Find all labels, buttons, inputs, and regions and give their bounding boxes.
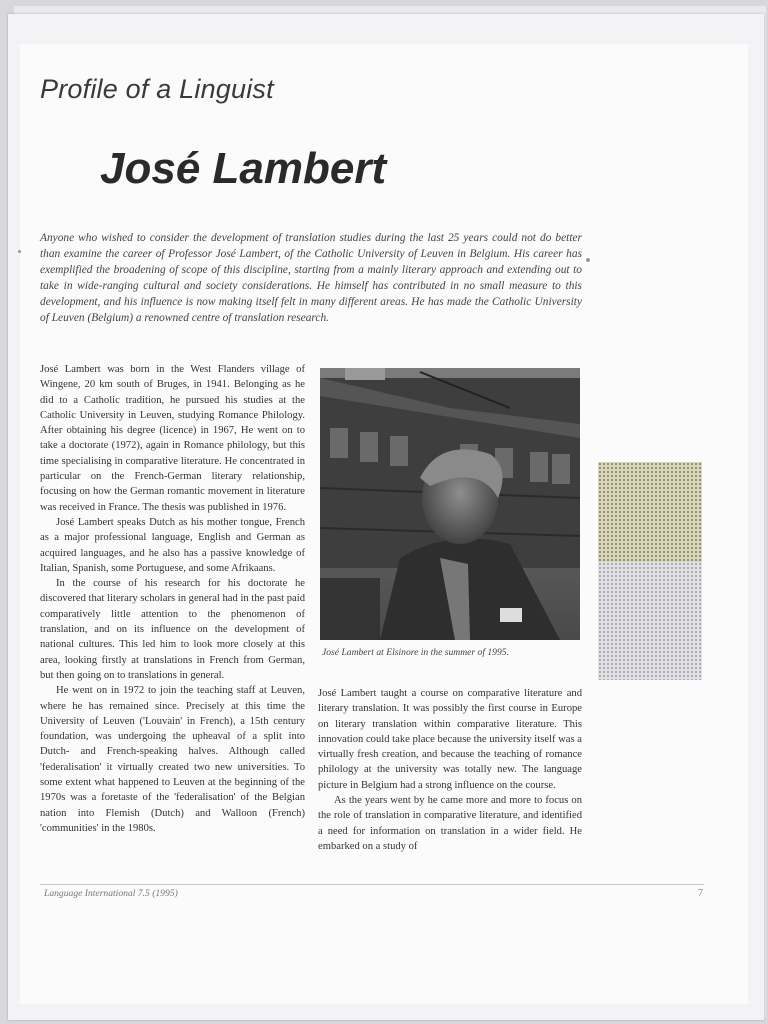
scan-speck — [18, 250, 21, 253]
photo-caption: José Lambert at Elsinore in the summer of 1995. — [322, 647, 509, 658]
journal-citation: Language International 7.5 (1995) — [44, 888, 178, 899]
article-intro: Anyone who wished to consider the development of translation studies during the last 25 years could not do better than examine the career of Professor José Lambert, of the Catholic University of Leuven in Belgium. His career has exemplified the broadening of scope of this discipline, starting from a mainly literary approach and extending out to take in wide-ranging cultural and society considerations. He himself has contributed in no small measure to this development, and his influence is now making itself felt in many different areas. He has made the Catholic University of Leuven (Belgium) a renowned centre of translation research. — [40, 232, 582, 324]
bleed-through-texture — [598, 462, 702, 680]
body-paragraph: In the course of his research for his doctorate he discovered that literary scholars in general had in the past paid comparatively little attention to the phenomenon of translation, and on its influence on the development of national cultures. This led him to look more closely at this area, looking firstly at translations in French from German, but then going on to translations in general. — [40, 578, 305, 681]
section-kicker: Profile of a Linguist — [40, 74, 274, 104]
article-title: José Lambert — [100, 144, 387, 193]
photo-image — [320, 368, 580, 640]
right-column — [318, 686, 582, 868]
left-column — [40, 362, 305, 867]
body-paragraph: José Lambert was born in the West Flanders village of Wingene, 20 km south of Bruges, in 1941. Belonging as he did to a Catholic tradition, he pursued his studies at the Catholic University in Leuven, studying Romance Philology. After obtaining his degree (licence) in 1967, He went on to take a doctorate (1972), again in Romance philology, but this time specialising in comparative literature. He concentrated in particular on the French-German literary relationship, focusing on how the German romantic movement in literature was received in France. The thesis was published in 1976. — [40, 364, 305, 513]
scan-speck — [586, 258, 590, 262]
body-paragraph: As the years went by he came more and more to focus on the role of translation in comparative literature, and identified a need for information on translation in a wider field. He embarked on a study of — [318, 795, 582, 852]
body-paragraph: He went on in 1972 to join the teaching staff at Leuven, where he has remained since. Precisely at this time the University of Leuven ('Louvain' in French), a 15th century foundation, was undergoing the upheaval of a split into Dutch- and French-speaking halves. Although called 'federalisation' it virtually created two new universities. To some extent what happened to Leuven at the beginning of the 1970s was a foretaste of the 'federalisation' of the Belgian nation into Flemish (Dutch) and Walloon (French) 'communities' in the 1980s. — [40, 685, 305, 834]
footer-rule — [40, 884, 704, 885]
portrait-photo — [320, 368, 580, 640]
page-number: 7 — [698, 888, 703, 899]
body-paragraph: José Lambert speaks Dutch as his mother tongue, French as a major professional language, English and German as acquired languages, and he also has a passive knowledge of Italian, Spanish, some Portuguese, and some Afrikaans. — [40, 516, 305, 574]
body-paragraph: José Lambert taught a course on comparative literature and literary translation. It was possibly the first course in Europe on literary translation within comparative literature. This innovation could take place because the university itself was a virtually fresh creation, and because the teaching of romance philology at the university was totally new. The language picture in Belgium had a strong influence on the course. — [318, 688, 582, 791]
